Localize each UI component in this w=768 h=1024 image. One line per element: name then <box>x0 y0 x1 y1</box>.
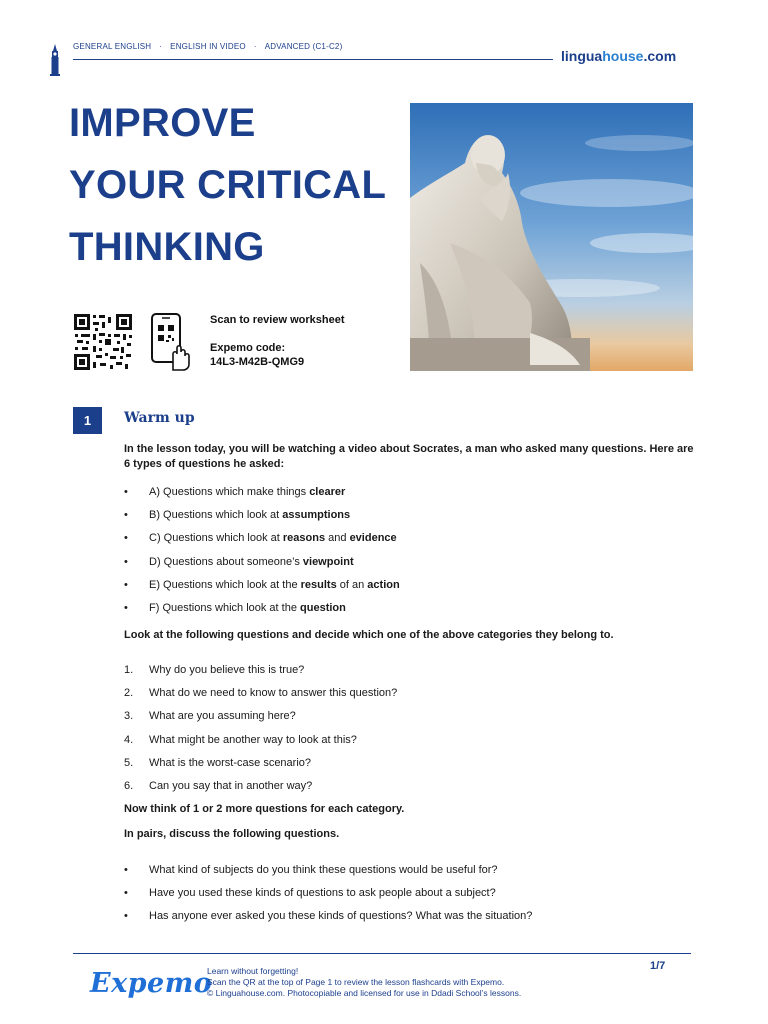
brand-logo[interactable]: linguahouse.com <box>561 48 677 64</box>
list-item: 3. What are you assuming here? <box>124 710 296 723</box>
section-number-badge: 1 <box>73 407 102 434</box>
list-item: • B) Questions which look at assumptions <box>124 509 351 522</box>
list-item: 2. What do we need to know to answer this question? <box>124 687 398 700</box>
expemo-logo[interactable]: Expemo <box>90 968 213 999</box>
question-categories-list <box>124 485 694 624</box>
list-item: • D) Questions about someone’s viewpoint <box>124 555 354 568</box>
list-item: 4. What might be another way to look at this? <box>124 733 357 746</box>
title-line: IMPROVE <box>69 101 256 145</box>
questions-list <box>124 663 694 802</box>
big-ben-icon <box>49 44 61 76</box>
footer-divider <box>73 953 691 954</box>
breadcrumb: GENERAL ENGLISH · ENGLISH IN VIDEO · ADVANCED (C1-C2) <box>73 42 343 51</box>
socrates-statue-image <box>410 103 693 371</box>
header-divider <box>73 59 553 60</box>
title-line: YOUR CRITICAL <box>69 163 387 207</box>
footer-text: Learn without forgetting! Scan the QR at the top of Page 1 to review the lesson flashcards with Expemo. © Linguahouse.com. Photocopiable and licensed for use in Ddadi School’s lessons. <box>207 966 522 998</box>
breadcrumb-item[interactable]: GENERAL ENGLISH <box>73 42 152 51</box>
section-title: Warm up <box>124 410 195 426</box>
page-title <box>69 92 399 278</box>
list-item: • C) Questions which look at reasons and evidence <box>124 532 397 545</box>
page-number: 1/7 <box>650 960 666 972</box>
title-line: THINKING <box>69 225 265 269</box>
intro-paragraph: In the lesson today, you will be watching a video about Socrates, a man who asked many questions. Here are 6 types of questions he asked: <box>124 443 694 470</box>
list-item: • A) Questions which make things clearer <box>124 486 346 498</box>
list-item: • Has anyone ever asked you these kinds of questions? What was the situation? <box>124 910 533 923</box>
list-item: 1. Why do you believe this is true? <box>124 664 305 676</box>
breadcrumb-item[interactable]: ADVANCED (C1-C2) <box>264 42 343 51</box>
scan-instructions <box>210 313 345 369</box>
list-item: 6. Can you say that in another way? <box>124 779 313 792</box>
expemo-code: 14L3-M42B-QMG9 <box>210 356 305 368</box>
list-item: 5. What is the worst-case scenario? <box>124 756 312 769</box>
discussion-list <box>124 863 694 933</box>
phone-scan-icon <box>149 312 191 372</box>
scan-label: Scan to review worksheet <box>210 314 345 326</box>
now-think-text: Now think of 1 or 2 more questions for each category. <box>124 803 405 815</box>
qr-code-icon[interactable] <box>73 313 133 371</box>
list-item: • E) Questions which look at the results of an action <box>124 578 400 591</box>
breadcrumb-item[interactable]: ENGLISH IN VIDEO <box>170 42 246 51</box>
instruction-text: Look at the following questions and decide which one of the above categories they belong to. <box>124 629 614 641</box>
code-label: Expemo code: <box>210 342 286 354</box>
list-item: • F) Questions which look at the question <box>124 601 346 614</box>
list-item: • What kind of subjects do you think these questions would be useful for? <box>124 864 498 876</box>
pairs-instruction: In pairs, discuss the following questions. <box>124 828 340 840</box>
list-item: • Have you used these kinds of questions to ask people about a subject? <box>124 887 496 900</box>
